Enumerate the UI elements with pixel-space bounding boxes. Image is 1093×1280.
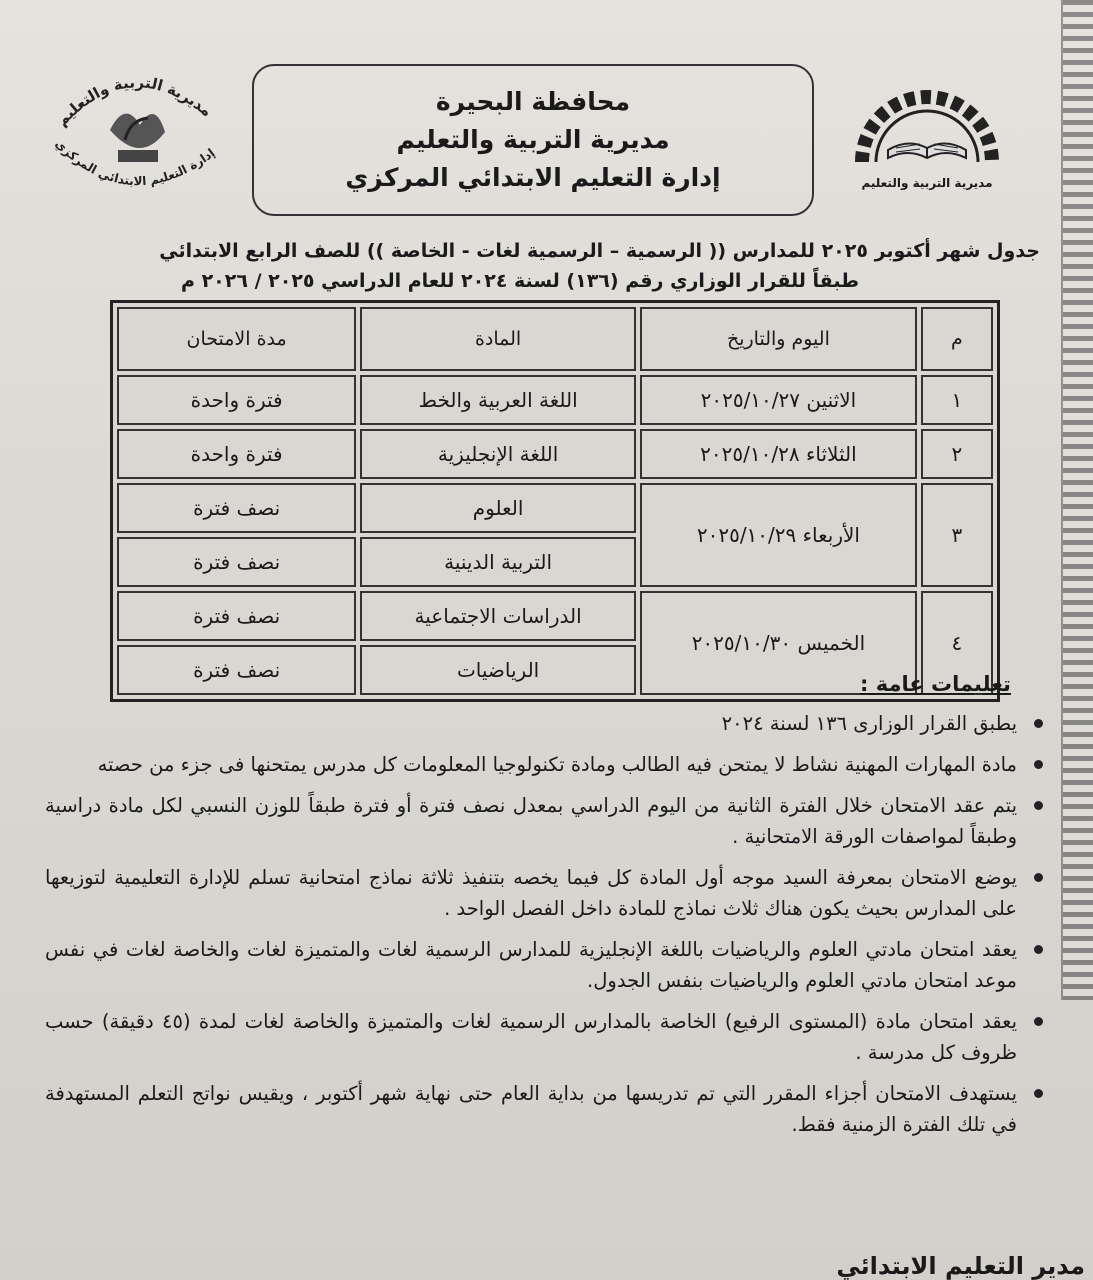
note-text: يطبق القرار الوزارى ١٣٦ لسنة ٢٠٢٤ [721,712,1017,735]
row-date: الثلاثاء ٢٠٢٥/١٠/٢٨ [640,429,917,479]
notes-title: تعليمات عامة : [860,672,1011,696]
list-item [45,862,1045,924]
note-text: يوضع الامتحان بمعرفة السيد موجه أول المادة كل فيما يخصه بتنفيذ ثلاثة نماذج امتحانية تسلم للإدارة التعليمية لتوزيعها على المدارس بحيث يكون هناك ثلاث نماذج للمادة داخل الفصل الواحد . [45,866,1017,920]
list-item [45,708,1045,739]
table-row [117,591,993,641]
logo-right-caption: مديرية التربية والتعليم [861,176,993,190]
list-item [45,934,1045,996]
leaf-emblem-icon [30,70,235,200]
row-num: ٣ [921,483,993,587]
bullet-icon [1034,1017,1043,1026]
header-duration: مدة الامتحان [117,307,356,371]
row-num: ١ [921,375,993,425]
exam-schedule-table [110,300,1000,702]
row-subject: اللغة الإنجليزية [360,429,636,479]
row-duration: فترة واحدة [117,375,356,425]
list-item [45,1078,1045,1140]
table-row [117,429,993,479]
row-subject: العلوم [360,483,636,533]
binder-edge [1061,0,1093,1000]
note-text: يعقد امتحان مادة (المستوى الرفيع) الخاصة بالمدارس الرسمية لغات والمتميزة والخاصة لغات لمدة (٤٥ دقيقة) حسب ظروف كل مدرسة . [45,1010,1017,1064]
bullet-icon [1034,873,1043,882]
header-date: اليوم والتاريخ [640,307,917,371]
logo-left-text-top: مديرية التربية والتعليم [52,73,216,130]
bullet-icon [1034,1089,1043,1098]
row-subject: التربية الدينية [360,537,636,587]
header-num: م [921,307,993,371]
table-row [117,375,993,425]
list-item [45,790,1045,852]
list-item [45,1006,1045,1068]
notes-list [45,708,1045,1150]
administration-logo-left [30,70,235,200]
note-text: يتم عقد الامتحان خلال الفترة الثانية من اليوم الدراسي بمعدل نصف فترة أو فترة طبقاً للوزن النسبي لكل مادة دراسية وطبقاً لمواصفات الورقة الامتحانية . [45,794,1017,848]
logo-left-text-bottom: إدارة التعليم الابتدائي المركزي [52,136,218,189]
row-duration: نصف فترة [117,591,356,641]
row-subject: اللغة العربية والخط [360,375,636,425]
directorate-name: مديرية التربية والتعليم [396,125,670,154]
schedule-subtitle: طبقاً للقرار الوزاري رقم (١٣٦) لسنة ٢٠٢٤ للعام الدراسي ٢٠٢٥ / ٢٠٢٦ م [181,270,859,292]
row-duration: نصف فترة [117,483,356,533]
header-subject: المادة [360,307,636,371]
row-date: الخميس ٢٠٢٥/١٠/٣٠ [640,591,917,695]
signature-title: مدير التعليم الابتدائي [836,1252,1085,1280]
row-subject: الدراسات الاجتماعية [360,591,636,641]
directorate-logo-right [848,70,1006,190]
table-row [117,483,993,533]
header-box [252,64,814,216]
table-header-row [117,307,993,371]
bullet-icon [1034,719,1043,728]
row-num: ٢ [921,429,993,479]
schedule-title: جدول شهر أكتوبر ٢٠٢٥ للمدارس (( الرسمية – الرسمية لغات - الخاصة )) للصف الرابع الابتدائي [159,240,1040,262]
bullet-icon [1034,760,1043,769]
row-num: ٤ [921,591,993,695]
gear-book-icon [848,70,1006,170]
list-item [45,749,1045,780]
note-text: يستهدف الامتحان أجزاء المقرر التي تم تدريسها من بداية العام حتى نهاية شهر أكتوبر ، ويقيس نواتج التعلم المستهدفة في تلك الفترة الزمنية فقط. [45,1082,1017,1136]
bullet-icon [1034,801,1043,810]
bullet-icon [1034,945,1043,954]
row-duration: نصف فترة [117,645,356,695]
row-date: الأربعاء ٢٠٢٥/١٠/٢٩ [640,483,917,587]
note-text: مادة المهارات المهنية نشاط لا يمتحن فيه الطالب ومادة تكنولوجيا المعلومات كل مدرس يمتحنها فى جزء من حصته [97,753,1017,776]
row-duration: فترة واحدة [117,429,356,479]
note-text: يعقد امتحان مادتي العلوم والرياضيات باللغة الإنجليزية للمدارس الرسمية لغات والمتميزة لغات والخاصة لغات في نفس موعد امتحان مادتي العلوم والرياضيات بنفس الجدول. [45,938,1017,992]
row-duration: نصف فترة [117,537,356,587]
row-subject: الرياضيات [360,645,636,695]
row-date: الاثنين ٢٠٢٥/١٠/٢٧ [640,375,917,425]
governorate-name: محافظة البحيرة [435,87,631,116]
administration-name: إدارة التعليم الابتدائي المركزي [345,163,721,192]
